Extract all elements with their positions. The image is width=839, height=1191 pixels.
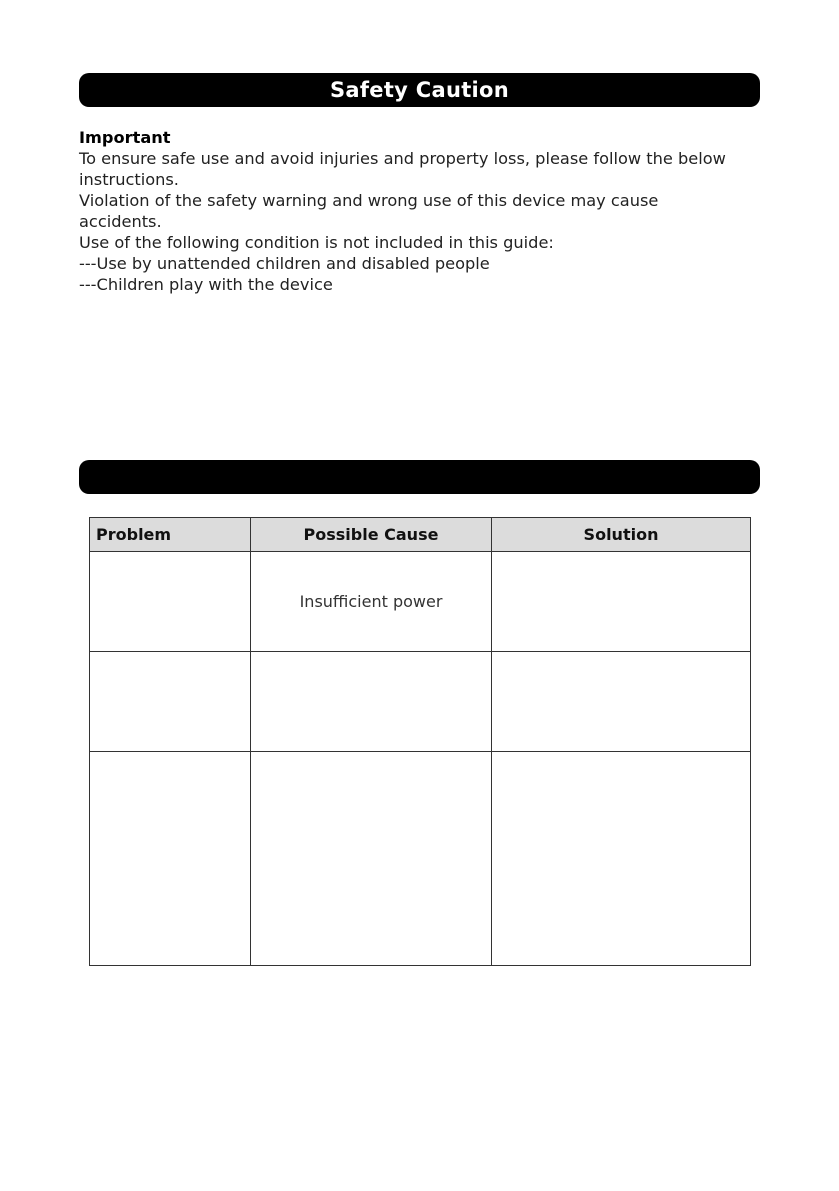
column-header-problem: Problem (90, 518, 251, 552)
table-row (90, 552, 751, 652)
section-header-troubleshooting (79, 460, 760, 494)
intro-line: ---Children play with the device (79, 275, 333, 294)
cell-solution (492, 752, 751, 966)
intro-line: ---Use by unattended children and disabled people (79, 254, 490, 273)
intro-line: To ensure safe use and avoid injuries and property loss, please follow the below (79, 149, 726, 168)
table-row (90, 752, 751, 966)
safety-intro (79, 127, 759, 295)
intro-line: Use of the following condition is not included in this guide: (79, 233, 554, 252)
intro-line: Violation of the safety warning and wrong use of this device may cause (79, 191, 659, 210)
cell-problem (90, 552, 251, 652)
cell-solution (492, 652, 751, 752)
table-row (90, 652, 751, 752)
intro-heading: Important (79, 128, 171, 147)
intro-line: accidents. (79, 212, 162, 231)
cell-possible-cause (251, 652, 492, 752)
cell-possible-cause: Insufficient power (251, 552, 492, 652)
cell-solution (492, 552, 751, 652)
cell-problem (90, 752, 251, 966)
troubleshooting-table (89, 517, 751, 966)
cell-possible-cause (251, 752, 492, 966)
column-header-possible-cause: Possible Cause (251, 518, 492, 552)
section-header-safety-caution: Safety Caution (79, 73, 760, 107)
intro-line: instructions. (79, 170, 179, 189)
table-header-row (90, 518, 751, 552)
column-header-solution: Solution (492, 518, 751, 552)
cell-problem (90, 652, 251, 752)
